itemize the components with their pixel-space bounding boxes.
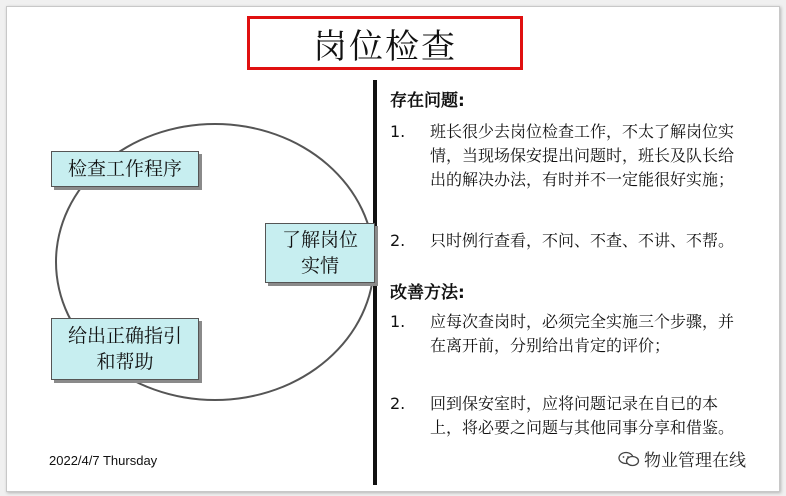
node-understand-post bbox=[265, 223, 375, 283]
improvement-item-text: 应每次查岗时，必须完全实施三个步骤，并在离开前，分别给出肯定的评价； bbox=[430, 312, 735, 355]
slide-title: 岗位检查 bbox=[247, 16, 523, 70]
node-understand-post-line1: 了解岗位 bbox=[281, 229, 358, 251]
problem-item-text: 只时例行查看，不问、不查、不讲、不帮。 bbox=[430, 231, 735, 250]
problem-item bbox=[390, 120, 760, 192]
improvement-item bbox=[390, 392, 760, 440]
node-give-guidance-line1: 给出正确指引 bbox=[67, 325, 182, 347]
wechat-icon bbox=[618, 451, 640, 467]
improvement-item-text: 回到保安室时，应将问题记录在自已的本上，将必要之问题与其他同事分享和借鉴。 bbox=[430, 394, 735, 437]
node-understand-post-line2: 实情 bbox=[300, 255, 339, 277]
improvement-item-number: 2. bbox=[390, 394, 406, 413]
node-give-guidance bbox=[51, 318, 199, 380]
node-give-guidance-line2: 和帮助 bbox=[96, 351, 154, 373]
improvement-item bbox=[390, 310, 760, 358]
watermark bbox=[618, 446, 746, 471]
problem-item-number: 2. bbox=[390, 231, 406, 250]
problem-item bbox=[390, 229, 760, 253]
problem-item-text: 班长很少去岗位检查工作，不太了解岗位实情，当现场保安提出问题时，班长及队长给出的解决办法，有时并不一定能很好实施； bbox=[430, 122, 735, 189]
node-check-procedure bbox=[51, 151, 199, 187]
problems-heading: 存在问题: bbox=[390, 91, 465, 111]
problem-item-number: 1. bbox=[390, 122, 406, 141]
node-check-procedure-label: 检查工作程序 bbox=[67, 158, 182, 180]
watermark-text: 物业管理在线 bbox=[644, 451, 746, 471]
improvement-item-number: 1. bbox=[390, 312, 406, 331]
improvements-heading: 改善方法: bbox=[390, 283, 465, 303]
slide-date: 2022/4/7 Thursday bbox=[49, 453, 158, 468]
